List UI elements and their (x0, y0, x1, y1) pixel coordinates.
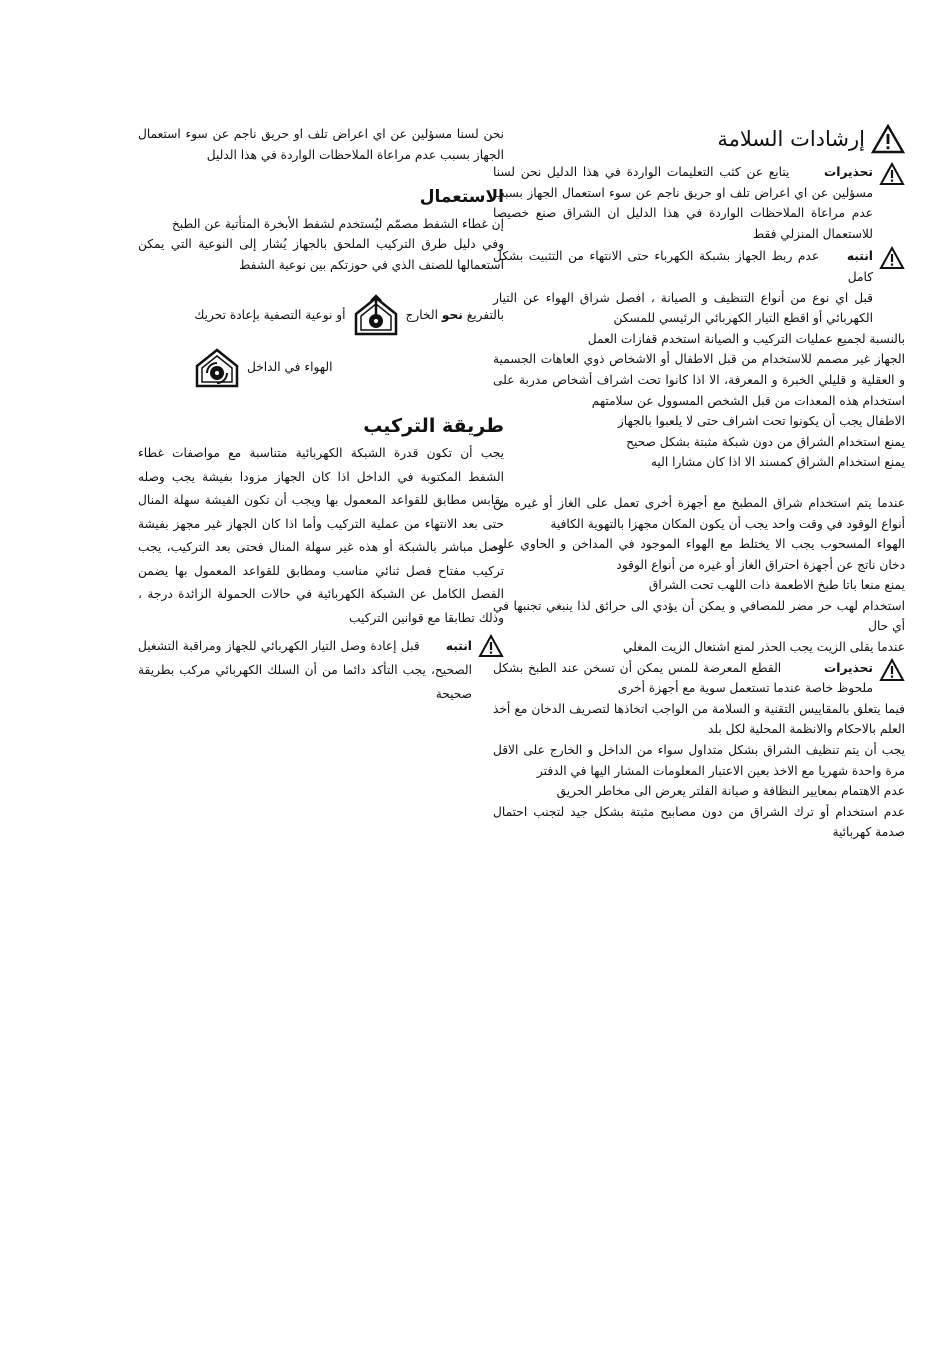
warning-label: تحذيرات (824, 660, 873, 675)
paragraph: الاطفال يجب أن يكونوا تحت اشراف حتى لا يلعبوا بالجهاز (617, 414, 905, 429)
paragraph: عندما يقلى الزيت يجب الحذر لمنع اشتعال الزيت المغلي (622, 640, 905, 655)
caution-text: عدم ربط الجهاز بشبكة الكهرباء حتى الانتهاء من التثبيت بشكل كامل (493, 249, 873, 284)
paragraph: إن غطاء الشفط مصمّم ليُستخدم لشفط الأبخرة المتأتية عن الطبخ (171, 216, 504, 231)
paragraph: قبل اي نوع من أنواع التنظيف و الصيانة ، افصل شراق الهواء عن التيار الكهربائي أو اقطع التيار الكهربائي الرئيسي للمسكن (493, 290, 873, 326)
caution-label: انتبه (445, 639, 472, 654)
warning-triangle-icon (871, 124, 905, 154)
recirculation-label: أو نوعية التصفية بإعادة تحريك (194, 308, 346, 323)
warning-triangle-icon (879, 162, 905, 186)
warning-block-1 (493, 162, 905, 244)
paragraph: الهواء المسحوب يجب الا يختلط مع الهواء الموجود في المداخن و الحاوي على دخان ناتج عن أجهزة احتراق الغاز أو غيره من أنواع الوقود (493, 537, 905, 572)
paragraph: بالنسبة لجميع عمليات التركيب و الصيانة استخدم قفازات العمل (587, 331, 905, 346)
warning-text: يتابع عن كثب التعليمات الواردة في هذا الدليل نحن لسنا مسؤلين عن اي اعراض تلف او حريق ناجم عن سوء استعمال الجهاز بسبب عدم مراعاة الملاحظات الواردة في هذا الدليل ان الشراق صنع خصيصا للاستعمال المنزلي فقط (493, 165, 873, 241)
paragraph: وفي دليل طرق التركيب الملحق بالجهاز يُشار إلى النوعية التي يمكن استعمالها للصنف الذي في حوزتكم بين نوعية الشفط (138, 237, 504, 272)
warning-block-2 (493, 658, 905, 699)
warning-triangle-icon (478, 634, 504, 658)
recirculation-label-2: الهواء في الداخل (247, 360, 333, 375)
paragraph: يجب أن تكون قدرة الشبكة الكهربائية متناسبة مع مواصفات غطاء الشفط المكتوبة في الداخل اذا كان الجهاز مزودا بفيشة يجب وصله بقابس مطابق للقواعد المعمول بها ويجب أن تكون الفيشة سهلة المنال حتى بعد الانتهاء من عملية التركيب وأما اذا كان الجهاز غير مجهز بفيشة وصل مباشر بالشبكة أو هذه غير سهلة المنال فحتى بعد التركيب، يجب تركيب مفتاح فصل ثنائي مناسب ومطابق للقواعد المعمول بها يضمن الفصل الكامل عن الشبكة الكهربائية في حالات الحمولة الزائدة درجة ، وذلك تطابقا مع قوانين التركيب (138, 446, 504, 625)
use-heading: الاستعمال (419, 187, 504, 208)
exhaust-mode-row (138, 294, 504, 338)
caution-block-1 (493, 246, 905, 287)
usage-column (138, 124, 504, 706)
warning-label: تحذيرات (824, 165, 873, 179)
paragraph: يجب أن يتم تنظيف الشراق بشكل متداول سواء من الداخل و الخارج على الاقل مرة واحدة شهريا مع الاخذ بعين الاعتبار المعلومات المشار اليها في الدفتر (493, 743, 905, 778)
paragraph: استخدام لهب حر مضر للمصافي و يمكن أن يؤدي الى حرائق لذا ينبغي تجنبها في أي حال (493, 598, 905, 634)
paragraph: يمنع استخدام الشراق كمسند الا اذا كان مشارا اليه (650, 455, 905, 470)
warning-triangle-icon (879, 246, 905, 270)
paragraph: يمنع منعا باتا طبخ الاطعمة ذات اللهب تحت الشراق (648, 578, 905, 593)
safety-title: إرشادات السلامة (493, 124, 905, 154)
intro-paragraph: نحن لسنا مسؤلين عن اي اعراض تلف او حريق ناجم عن سوء استعمال الجهاز بسبب عدم مراعاة الملاحظات الواردة في هذا الدليل (138, 127, 504, 162)
exhaust-mode-icon (352, 294, 400, 338)
recirculation-mode-icon (193, 346, 241, 390)
paragraph: الجهاز غير مصمم للاستخدام من قبل الاطفال أو الاشخاص ذوي العاهات الجسمية و العقلية و قليلي الخبرة و المعرفة، الا اذا كانوا تحت اشراف أشخاص مدربة على استخدام هذه المعدات من قبل الشخص المسوول عن سلامتهم (493, 352, 905, 408)
paragraph: عدم الاهتمام بمعايير النظافة و صيانة الفلتر يعرض الى مخاطر الحريق (556, 784, 905, 799)
warning-text: القطع المعرضة للمس يمكن أن تسخن عند الطبخ بشكل ملحوظ خاصة عندما تستعمل سوية مع أجهزة أخرى (493, 660, 873, 696)
caution-block-2 (138, 634, 504, 706)
paragraph: فيما يتعلق بالمقاييس التقنية و السلامة من الواجب اتخاذها لتصريف الدخان مع أخذ العلم بالاحكام والانظمة المحلية لكل بلد (493, 701, 905, 737)
paragraph: عدم استخدام أو ترك الشراق من دون مصابيح مثبتة بشكل جيد لتجنب احتمال صدمة كهربائية (493, 804, 905, 840)
caution-label: انتبه (846, 249, 873, 264)
install-heading: طريقة التركيب (363, 414, 504, 437)
safety-column (493, 124, 905, 843)
paragraph: يمنع استخدام الشراق من دون شبكة مثبتة بشكل صحيح (626, 434, 905, 449)
caution-text: قبل إعادة وصل التيار الكهربائي للجهاز ومراقبة التشغيل الصحيح، يجب التأكد دائما من أن السلك الكهربائي مركب بطريقة صحيحة (138, 639, 472, 702)
warning-triangle-icon (879, 658, 905, 682)
exhaust-label: بالتفريغ نحو الخارج (405, 308, 504, 323)
recirculation-mode-row (138, 346, 504, 390)
paragraph: عندما يتم استخدام شراق المطبخ مع أجهزة أخرى تعمل على الغاز أو غيره من أنواع الوقود في وقت واحد يجب أن يكون المكان مجهزا بالتهوية الكافية (493, 495, 905, 531)
